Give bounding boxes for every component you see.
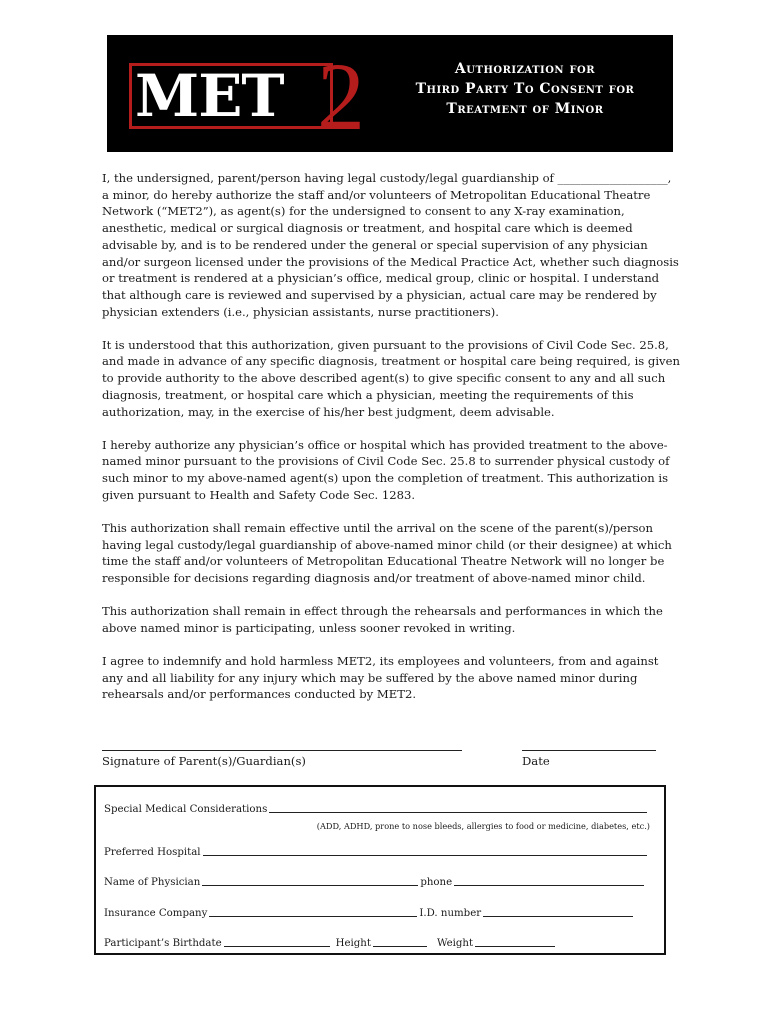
- authorization-text: [102, 170, 680, 719]
- special-medical-field[interactable]: [269, 801, 647, 813]
- paragraph-custody: I, the undersigned, parent/person having legal custody/legal guardianship of ___________________, a minor, do hereby authorize the staff and/or volunteers of Metropolitan Educational Theatre Network (“MET2”), as agent(s) for the undersigned to consent to any X-ray examination, anesthetic, medical or surgical diagnosis or treatment, and hospital care which is deemed advisable by, and is to be rendered under the general or special supervision of any physician and/or surgeon licensed under the provisions of the Medical Practice Act, whether such diagnosis or treatment is rendered at a physician’s office, medical group, clinic or hospital. I understand that although care is reviewed and supervised by a physician, actual care may be rendered by physician extenders (i.e., physician assistants, nurse practitioners).: [102, 171, 679, 319]
- date-line[interactable]: [522, 750, 656, 751]
- met2-logo: [129, 43, 379, 150]
- medical-info-box: [94, 785, 666, 955]
- title-line-2: Third Party To Consent for: [415, 81, 635, 97]
- preferred-hospital-label: Preferred Hospital: [104, 847, 201, 858]
- height-field[interactable]: [373, 935, 427, 947]
- row-preferred-hospital: [104, 844, 649, 858]
- id-number-label: I.D. number: [419, 908, 482, 919]
- row-physician: [104, 874, 646, 888]
- insurance-field[interactable]: [209, 905, 417, 917]
- signature-section: [102, 740, 680, 776]
- title-line-3: Treatment of Minor: [446, 101, 604, 117]
- document-title: [385, 59, 665, 119]
- logo-text: MET: [135, 62, 284, 130]
- row-special-medical: [104, 801, 649, 815]
- logo-number: 2: [317, 43, 365, 150]
- phone-field[interactable]: [454, 874, 644, 886]
- weight-field[interactable]: [475, 935, 555, 947]
- height-label: Height: [335, 938, 371, 949]
- date-label: Date: [522, 754, 550, 768]
- signature-label: Signature of Parent(s)/Guardian(s): [102, 754, 306, 768]
- physician-field[interactable]: [202, 874, 418, 886]
- birthdate-field[interactable]: [224, 935, 330, 947]
- special-medical-hint: (ADD, ADHD, prone to nose bleeds, allergies to food or medicine, diabetes, etc.): [316, 821, 650, 831]
- phone-label: phone: [420, 877, 453, 888]
- paragraph-indemnify: I agree to indemnify and hold harmless MET2, its employees and volunteers, from and against any and all liability for any injury which may be suffered by the above named minor during rehearsals and/or performances conducted by MET2.: [102, 653, 659, 702]
- weight-label: Weight: [436, 938, 474, 949]
- id-number-field[interactable]: [483, 905, 633, 917]
- insurance-label: Insurance Company: [104, 908, 208, 919]
- signature-line[interactable]: [102, 750, 462, 751]
- physician-label: Name of Physician: [104, 877, 201, 888]
- paragraph-effective: This authorization shall remain effective until the arrival on the scene of the parent(s)/person having legal custody/legal guardianship of above-named minor child (or their designee) at which time the staff and/or volunteers of Metropolitan Educational Theatre Network will no longer be responsible for decisions regarding diagnosis and/or treatment of above-named minor child.: [102, 520, 672, 585]
- header-banner: [107, 35, 673, 152]
- title-line-1: Authorization for: [454, 61, 596, 77]
- row-birthdate: [104, 935, 557, 949]
- preferred-hospital-field[interactable]: [203, 844, 647, 856]
- paragraph-civil-code: It is understood that this authorization, given pursuant to the provisions of Civil Code Sec. 25.8, and made in advance of any specific diagnosis, treatment or hospital care being required, is given to provide authority to the above described agent(s) to give specific consent to any and all such diagnosis, treatment, or hospital care which a physician, meeting the requirements of this authorization, may, in the exercise of his/her best judgment, deem advisable.: [102, 337, 680, 419]
- paragraph-duration: This authorization shall remain in effect through the rehearsals and performances in which the above named minor is participating, unless sooner revoked in writing.: [102, 604, 663, 635]
- paragraph-release: I hereby authorize any physician’s office or hospital which has provided treatment to the above-named minor pursuant to the provisions of Civil Code Sec. 25.8 to surrender physical custody of such minor to my above-named agent(s) upon the completion of treatment. This authorization is given pursuant to Health and Safety Code Sec. 1283.: [102, 437, 670, 502]
- row-insurance: [104, 905, 635, 919]
- birthdate-label: Participant’s Birthdate: [104, 938, 222, 949]
- special-medical-label: Special Medical Considerations: [104, 804, 268, 815]
